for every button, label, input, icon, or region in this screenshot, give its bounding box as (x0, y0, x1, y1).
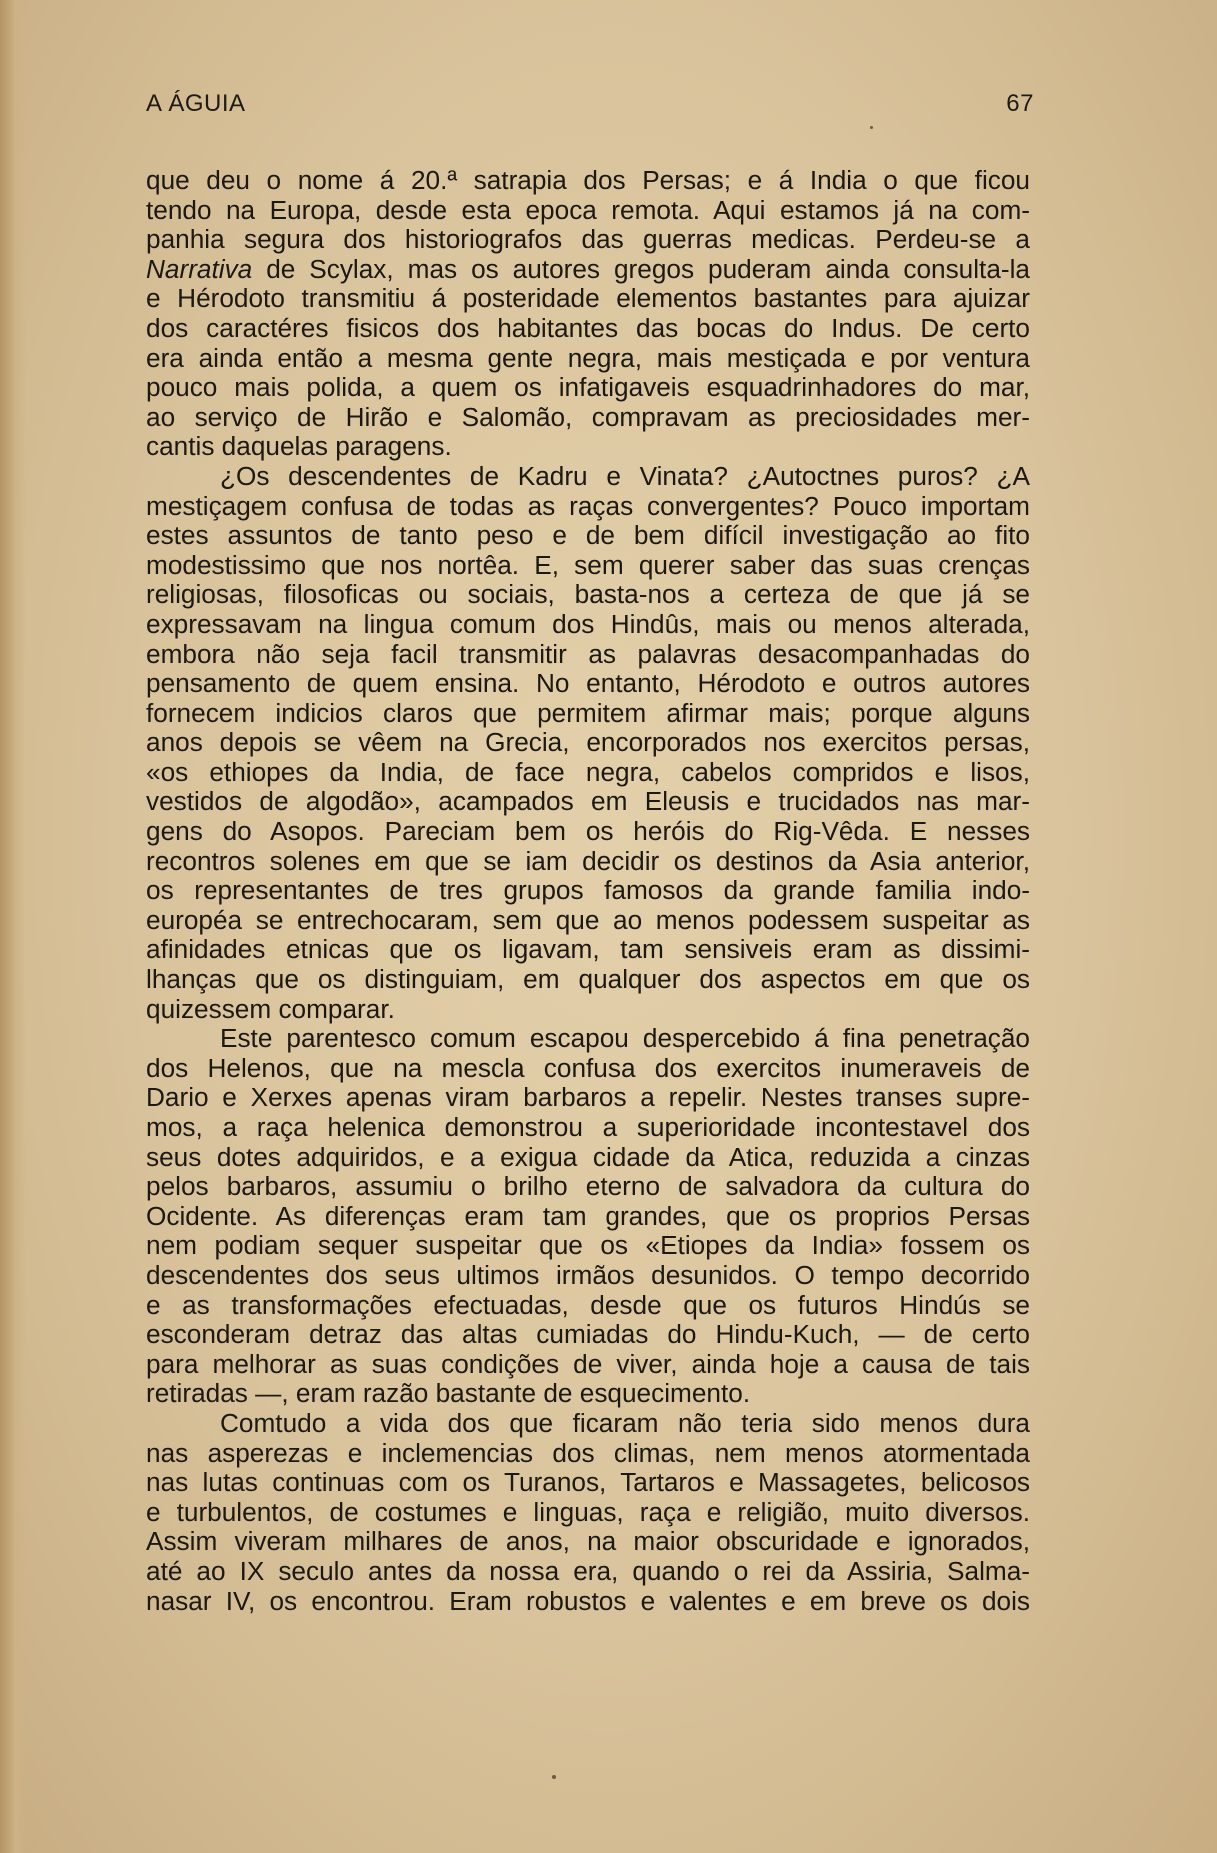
paragraph (146, 1024, 1030, 1409)
text-line: Assim viveram milhares de anos, na maior obscuridade e ignorados, (146, 1526, 1030, 1557)
text-line: «os ethiopes da India, de face negra, cabelos compridos e lisos, (146, 756, 1030, 787)
text-line: mestiçagem confusa de todas as raças convergentes? Pouco importam (146, 490, 1030, 521)
text-line: seus dotes adquiridos, e a exigua cidade da Atica, reduzida a cinzas (146, 1141, 1030, 1172)
page-edge-shadow (0, 0, 26, 1853)
paragraph (146, 166, 1030, 462)
text-line: nas lutas continuas com os Turanos, Tartaros e Massagetes, belicosos (146, 1467, 1030, 1498)
text-line: dos Helenos, que na mescla confusa dos exercitos inumeraveis de (146, 1052, 1030, 1083)
text-line: até ao IX seculo antes da nossa era, quando o rei da Assiria, Salma- (146, 1555, 1030, 1586)
text-line: para melhorar as suas condições de viver, ainda hoje a causa de tais (146, 1348, 1030, 1379)
text-line: modestissimo que nos nortêa. E, sem querer saber das suas crenças (146, 549, 1030, 580)
text-line: Ocidente. As diferenças eram tam grandes, que os proprios Persas (146, 1200, 1030, 1231)
text-line: estes assuntos de tanto peso e de bem difícil investigação ao fito (146, 520, 1030, 551)
text-line: Comtudo a vida dos que ficaram não teria sido menos dura (220, 1407, 1030, 1438)
text-line: pensamento de quem ensina. No entanto, Hérodoto e outros autores (146, 668, 1030, 699)
text-line: e turbulentos, de costumes e linguas, raça e religião, muito diversos. (146, 1496, 1030, 1527)
text-line: era ainda então a mesma gente negra, mais mestiçada e por ventura (146, 342, 1030, 373)
text-line: cantis daquelas paragens. (146, 431, 452, 462)
text-line: esconderam detraz das altas cumiadas do Hindu-Kuch, — de certo (146, 1319, 1030, 1350)
text-line: lhanças que os distinguiam, em qualquer dos aspectos em que os (146, 964, 1030, 995)
text-line: tendo na Europa, desde esta epoca remota. Aqui estamos já na com- (146, 194, 1030, 225)
text-line: Dario e Xerxes apenas viram barbaros a repelir. Nestes transes supre- (146, 1082, 1030, 1113)
text-line: nas asperezas e inclemencias dos climas, nem menos atormentada (146, 1437, 1030, 1468)
page-header (146, 90, 1034, 120)
text-line: pouco mais polida, a quem os infatigaveis esquadrinhadores do mar, (146, 372, 1030, 403)
text-line: embora não seja facil transmitir as palavras desacompanhadas do (146, 638, 1030, 669)
text-line: que deu o nome á 20.ª satrapia dos Persas; e á India o que ficou (146, 165, 1030, 195)
paper-speck (870, 126, 873, 129)
text-line: vestidos de algodão», acampados em Eleusis e trucidados nas mar- (146, 786, 1030, 817)
text-line: panhia segura dos historiografos das guerras medicas. Perdeu-se a (146, 224, 1030, 255)
paper-speck (552, 1775, 556, 1779)
page-number: 67 (1006, 90, 1034, 117)
text-line: anos depois se vêem na Grecia, encorporados nos exercitos persas, (146, 727, 1030, 758)
text-line: gens do Asopos. Pareciam bem os heróis do Rig-Vêda. E nesses (146, 816, 1030, 847)
paragraph (146, 462, 1030, 1024)
text-line: expressavam na lingua comum dos Hindûs, mais ou menos alterada, (146, 608, 1030, 639)
text-line: européa se entrechocaram, sem que ao menos podessem suspeitar as (146, 904, 1030, 935)
text-line: os representantes de tres grupos famosos da grande familia indo- (146, 875, 1030, 906)
text-line: religiosas, filosoficas ou sociais, basta-nos a certeza de que já se (146, 579, 1030, 610)
text-line: fornecem indicios claros que permitem afirmar mais; porque alguns (146, 697, 1030, 728)
text-line: nasar IV, os encontrou. Eram robustos e valentes e em breve os dois (146, 1585, 1030, 1616)
paragraph (146, 1409, 1030, 1616)
text-line: recontros solenes em que se iam decidir os destinos da Asia anterior, (146, 845, 1030, 876)
text-line: descendentes dos seus ultimos irmãos desunidos. O tempo decorrido (146, 1259, 1030, 1290)
italic-title: Narrativa (146, 253, 253, 284)
text-line: dos caractéres fisicos dos habitantes das bocas do Indus. De certo (146, 312, 1030, 343)
text-line: retiradas —, eram razão bastante de esquecimento. (146, 1378, 751, 1409)
text-line: e Hérodoto transmitiu á posteridade elementos bastantes para ajuizar (146, 283, 1030, 314)
text-line: quizessem comparar. (146, 993, 395, 1024)
text-line: pelos barbaros, assumiu o brilho eterno de salvadora da cultura do (146, 1171, 1030, 1202)
text-line: ao serviço de Hirão e Salomão, compravam as preciosidades mer- (146, 401, 1030, 432)
text-line: ¿Os descendentes de Kadru e Vinata? ¿Autoctnes puros? ¿A (220, 460, 1030, 491)
text-line: e as transformações efectuadas, desde que os futuros Hindús se (146, 1289, 1030, 1320)
text-line: afinidades etnicas que os ligavam, tam sensiveis eram as dissimi- (146, 934, 1030, 965)
text-line: Narrativa de Scylax, mas os autores gregos puderam ainda consulta-la (146, 253, 1030, 284)
running-title: A ÁGUIA (146, 90, 246, 117)
body-text (146, 166, 1030, 1616)
text-line: mos, a raça helenica demonstrou a superioridade incontestavel dos (146, 1112, 1030, 1142)
text-line: Este parentesco comum escapou despercebido á fina penetração (220, 1023, 1030, 1054)
text-line: nem podiam sequer suspeitar que os «Etiopes da India» fossem os (146, 1230, 1030, 1261)
